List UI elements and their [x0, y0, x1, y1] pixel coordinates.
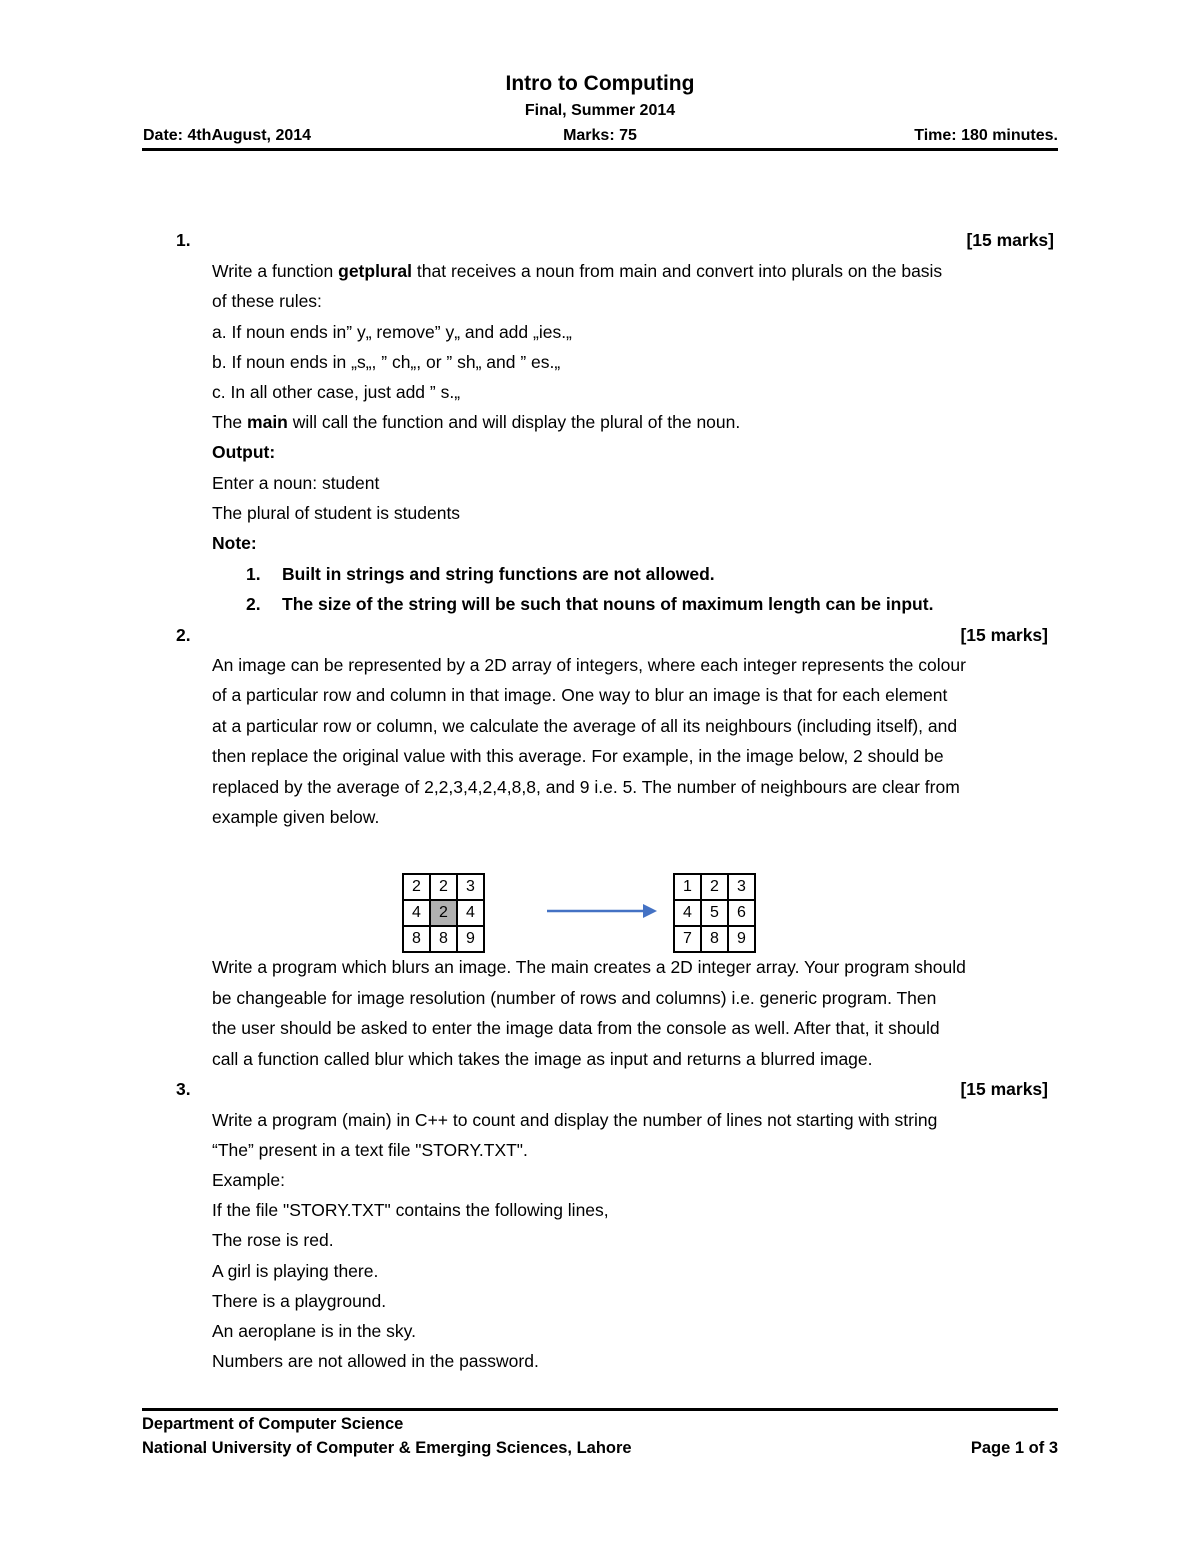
grid-cell: 4: [457, 900, 484, 926]
q2-line: of a particular row and column in that image. One way to blur an image is that for each element: [212, 685, 948, 705]
footer-rule: [142, 1408, 1058, 1411]
q2-line: replaced by the average of 2,2,3,4,2,4,8,8, and 9 i.e. 5. The number of neighbours are clear from: [212, 777, 960, 797]
arrow-right-icon: [545, 900, 660, 922]
q3-line: The rose is red.: [212, 1230, 334, 1250]
q1-rule-b: b. If noun ends in „s„, ” ch„, or ” sh„ and ” es.„: [212, 352, 561, 372]
q2-line: An image can be represented by a 2D array of integers, where each integer represents the colour: [212, 655, 966, 675]
exam-time: Time: 180 minutes.: [914, 127, 1058, 144]
q2-marks: [15 marks]: [960, 625, 1048, 645]
q1-marks: [15 marks]: [966, 230, 1054, 250]
q1-rule-a: a. If noun ends in” y„ remove” y„ and add „ies.„: [212, 322, 572, 342]
exam-subtitle: Final, Summer 2014: [524, 102, 676, 119]
grid-cell: 7: [674, 926, 701, 952]
grid-cell: 3: [457, 874, 484, 900]
grid-before: [402, 873, 485, 953]
grid-cell: 4: [403, 900, 430, 926]
grid-cell: 9: [728, 926, 755, 952]
q2-line: Write a program which blurs an image. The main creates a 2D integer array. Your program should: [212, 957, 966, 977]
grid-cell: 8: [430, 926, 457, 952]
q3-line: Write a program (main) in C++ to count and display the number of lines not starting with string: [212, 1110, 938, 1130]
q2-line: call a function called blur which takes the image as input and returns a blurred image.: [212, 1049, 873, 1069]
q3-line: Numbers are not allowed in the password.: [212, 1351, 539, 1371]
q1-main: The main will call the function and will display the plural of the noun.: [212, 412, 741, 432]
q3-line: “The” present in a text file "STORY.TXT".: [212, 1140, 528, 1160]
q1-number: 1.: [176, 230, 191, 250]
grid-cell-highlighted: 2: [430, 900, 457, 926]
q1-rule-c: c. In all other case, just add ” s.„: [212, 382, 461, 402]
grid-cell: 5: [701, 900, 728, 926]
header-rule: [142, 148, 1058, 151]
q3-number: 3.: [176, 1079, 191, 1099]
q3-marks: [15 marks]: [960, 1079, 1048, 1099]
q3-line: An aeroplane is in the sky.: [212, 1321, 416, 1341]
grid-cell: 2: [403, 874, 430, 900]
q1-note-1: 1. Built in strings and string functions are not allowed.: [246, 564, 715, 584]
q2-line: the user should be asked to enter the image data from the console as well. After that, it should: [212, 1018, 940, 1038]
grid-cell: 2: [701, 874, 728, 900]
footer-department: Department of Computer Science: [142, 1415, 404, 1433]
q2-line: then replace the original value with this average. For example, in the image below, 2 should be: [212, 746, 944, 766]
footer-university: National University of Computer & Emerging Sciences, Lahore: [142, 1439, 632, 1457]
grid-cell: 9: [457, 926, 484, 952]
q3-line: There is a playground.: [212, 1291, 387, 1311]
q3-line: If the file "STORY.TXT" contains the following lines,: [212, 1200, 609, 1220]
grid-cell: 4: [674, 900, 701, 926]
q1-output-label: Output:: [212, 442, 276, 462]
grid-cell: 3: [728, 874, 755, 900]
q1-note-2: 2. The size of the string will be such that nouns of maximum length can be input.: [246, 594, 934, 614]
q2-line: at a particular row or column, we calculate the average of all its neighbours (including itself), and: [212, 716, 958, 736]
q2-line: be changeable for image resolution (number of rows and columns) i.e. generic program. Then: [212, 988, 937, 1008]
grid-cell: 2: [430, 874, 457, 900]
footer-page-number: Page 1 of 3: [970, 1439, 1058, 1457]
grid-cell: 6: [728, 900, 755, 926]
grid-cell: 8: [701, 926, 728, 952]
q1-output-line2: The plural of student is students: [212, 503, 461, 523]
q1-note-label: Note:: [212, 533, 257, 553]
q3-line: A girl is playing there.: [212, 1261, 379, 1281]
grid-cell: 1: [674, 874, 701, 900]
q1-intro-line2: of these rules:: [212, 291, 322, 311]
exam-date: Date: 4thAugust, 2014: [143, 127, 312, 144]
q1-output-line1: Enter a noun: student: [212, 473, 380, 493]
q2-number: 2.: [176, 625, 191, 645]
grid-cell: 8: [403, 926, 430, 952]
q3-line: Example:: [212, 1170, 285, 1190]
grid-after: [673, 873, 756, 953]
q2-line: example given below.: [212, 807, 380, 827]
exam-marks: Marks: 75: [563, 127, 637, 144]
q1-intro: Write a function getplural that receives a noun from main and convert into plurals on the basis: [212, 261, 943, 281]
exam-title: Intro to Computing: [505, 72, 695, 95]
